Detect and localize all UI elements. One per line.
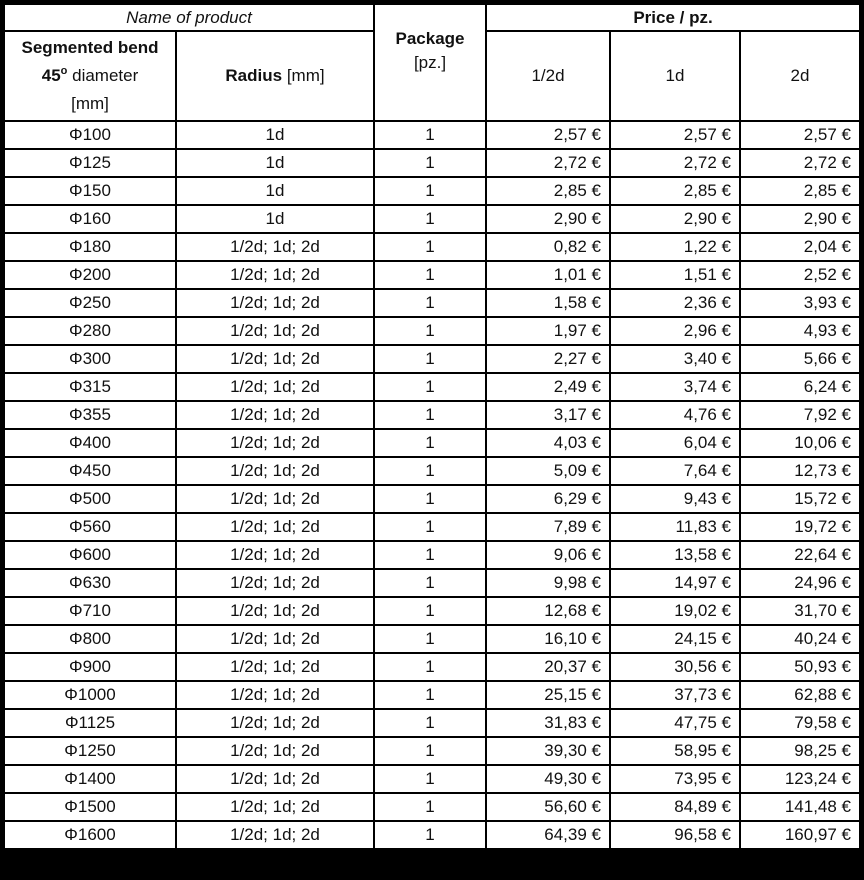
diameter-cell: Φ710 (4, 597, 176, 625)
price-half-d-cell: 2,27 € (486, 345, 610, 373)
radius-cell: 1/2d; 1d; 2d (176, 765, 374, 793)
price-half-d-cell: 20,37 € (486, 653, 610, 681)
price-half-d-cell: 12,68 € (486, 597, 610, 625)
price-2d-cell: 62,88 € (740, 681, 860, 709)
radius-cell: 1/2d; 1d; 2d (176, 709, 374, 737)
header-package-label: Package (395, 28, 465, 48)
degree-symbol: o (60, 65, 68, 77)
table-row (4, 513, 860, 541)
diameter-cell: Φ630 (4, 569, 176, 597)
radius-cell: 1/2d; 1d; 2d (176, 429, 374, 457)
price-half-d-cell: 2,85 € (486, 177, 610, 205)
price-half-d-cell: 1,58 € (486, 289, 610, 317)
diameter-cell: Φ100 (4, 121, 176, 149)
header-price-2d: 2d (740, 31, 860, 121)
price-half-d-cell: 1,97 € (486, 317, 610, 345)
table-row (4, 793, 860, 821)
price-half-d-cell: 0,82 € (486, 233, 610, 261)
table-row (4, 569, 860, 597)
radius-cell: 1/2d; 1d; 2d (176, 485, 374, 513)
header-package-unit: [pz.] (413, 52, 447, 72)
price-1d-cell: 6,04 € (610, 429, 740, 457)
radius-cell: 1/2d; 1d; 2d (176, 345, 374, 373)
package-cell: 1 (374, 373, 486, 401)
radius-cell: 1/2d; 1d; 2d (176, 373, 374, 401)
radius-cell: 1d (176, 149, 374, 177)
price-half-d-cell: 2,72 € (486, 149, 610, 177)
radius-cell: 1/2d; 1d; 2d (176, 821, 374, 849)
diameter-cell: Φ1125 (4, 709, 176, 737)
header-diameter-unit: [mm] (71, 94, 109, 113)
table-row (4, 289, 860, 317)
table-row (4, 429, 860, 457)
price-1d-cell: 14,97 € (610, 569, 740, 597)
table-row (4, 765, 860, 793)
diameter-cell: Φ1600 (4, 821, 176, 849)
header-price-half-d: 1/2d (486, 31, 610, 121)
radius-cell: 1/2d; 1d; 2d (176, 233, 374, 261)
price-1d-cell: 2,85 € (610, 177, 740, 205)
package-cell: 1 (374, 233, 486, 261)
price-2d-cell: 7,92 € (740, 401, 860, 429)
radius-cell: 1/2d; 1d; 2d (176, 569, 374, 597)
radius-cell: 1/2d; 1d; 2d (176, 653, 374, 681)
price-1d-cell: 24,15 € (610, 625, 740, 653)
diameter-cell: Φ180 (4, 233, 176, 261)
table-row (4, 373, 860, 401)
price-half-d-cell: 2,49 € (486, 373, 610, 401)
price-2d-cell: 2,57 € (740, 121, 860, 149)
diameter-cell: Φ400 (4, 429, 176, 457)
table-row (4, 821, 860, 849)
radius-cell: 1d (176, 121, 374, 149)
price-2d-cell: 79,58 € (740, 709, 860, 737)
radius-cell: 1/2d; 1d; 2d (176, 457, 374, 485)
diameter-cell: Φ300 (4, 345, 176, 373)
price-1d-cell: 3,74 € (610, 373, 740, 401)
diameter-cell: Φ150 (4, 177, 176, 205)
package-cell: 1 (374, 765, 486, 793)
price-2d-cell: 123,24 € (740, 765, 860, 793)
price-2d-cell: 2,90 € (740, 205, 860, 233)
header-radius (176, 31, 374, 121)
table-row (4, 485, 860, 513)
price-1d-cell: 2,57 € (610, 121, 740, 149)
radius-cell: 1/2d; 1d; 2d (176, 289, 374, 317)
price-half-d-cell: 49,30 € (486, 765, 610, 793)
price-2d-cell: 4,93 € (740, 317, 860, 345)
diameter-cell: Φ1000 (4, 681, 176, 709)
table-row (4, 737, 860, 765)
radius-cell: 1/2d; 1d; 2d (176, 317, 374, 345)
price-2d-cell: 22,64 € (740, 541, 860, 569)
price-2d-cell: 24,96 € (740, 569, 860, 597)
package-cell: 1 (374, 821, 486, 849)
package-cell: 1 (374, 709, 486, 737)
price-half-d-cell: 6,29 € (486, 485, 610, 513)
price-2d-cell: 141,48 € (740, 793, 860, 821)
package-cell: 1 (374, 681, 486, 709)
package-cell: 1 (374, 205, 486, 233)
price-1d-cell: 2,90 € (610, 205, 740, 233)
price-half-d-cell: 5,09 € (486, 457, 610, 485)
package-cell: 1 (374, 597, 486, 625)
price-1d-cell: 7,64 € (610, 457, 740, 485)
price-2d-cell: 15,72 € (740, 485, 860, 513)
table-row (4, 457, 860, 485)
table-row (4, 653, 860, 681)
price-2d-cell: 2,04 € (740, 233, 860, 261)
table-row (4, 121, 860, 149)
price-1d-cell: 9,43 € (610, 485, 740, 513)
price-1d-cell: 30,56 € (610, 653, 740, 681)
price-half-d-cell: 7,89 € (486, 513, 610, 541)
diameter-cell: Φ280 (4, 317, 176, 345)
price-half-d-cell: 2,90 € (486, 205, 610, 233)
radius-cell: 1/2d; 1d; 2d (176, 681, 374, 709)
price-2d-cell: 3,93 € (740, 289, 860, 317)
price-2d-cell: 2,52 € (740, 261, 860, 289)
price-1d-cell: 96,58 € (610, 821, 740, 849)
price-1d-cell: 11,83 € (610, 513, 740, 541)
table-row (4, 597, 860, 625)
radius-cell: 1/2d; 1d; 2d (176, 401, 374, 429)
price-half-d-cell: 25,15 € (486, 681, 610, 709)
radius-cell: 1/2d; 1d; 2d (176, 737, 374, 765)
diameter-cell: Φ1400 (4, 765, 176, 793)
package-cell: 1 (374, 261, 486, 289)
price-1d-cell: 13,58 € (610, 541, 740, 569)
price-2d-cell: 98,25 € (740, 737, 860, 765)
price-1d-cell: 3,40 € (610, 345, 740, 373)
table-row (4, 317, 860, 345)
price-half-d-cell: 3,17 € (486, 401, 610, 429)
price-half-d-cell: 39,30 € (486, 737, 610, 765)
package-cell: 1 (374, 121, 486, 149)
price-table (3, 3, 861, 850)
price-1d-cell: 2,96 € (610, 317, 740, 345)
package-cell: 1 (374, 345, 486, 373)
price-1d-cell: 4,76 € (610, 401, 740, 429)
header-package (374, 4, 486, 121)
package-cell: 1 (374, 653, 486, 681)
price-1d-cell: 47,75 € (610, 709, 740, 737)
price-2d-cell: 160,97 € (740, 821, 860, 849)
header-price-per-piece: Price / pz. (486, 4, 860, 31)
radius-cell: 1/2d; 1d; 2d (176, 597, 374, 625)
price-half-d-cell: 2,57 € (486, 121, 610, 149)
package-cell: 1 (374, 737, 486, 765)
price-2d-cell: 5,66 € (740, 345, 860, 373)
table-row (4, 205, 860, 233)
table-row (4, 261, 860, 289)
header-radius-unit: [mm] (282, 66, 325, 85)
diameter-cell: Φ355 (4, 401, 176, 429)
table-row (4, 149, 860, 177)
price-half-d-cell: 9,98 € (486, 569, 610, 597)
price-1d-cell: 1,51 € (610, 261, 740, 289)
price-2d-cell: 50,93 € (740, 653, 860, 681)
package-cell: 1 (374, 177, 486, 205)
table-row (4, 233, 860, 261)
price-2d-cell: 2,72 € (740, 149, 860, 177)
radius-cell: 1d (176, 177, 374, 205)
package-cell: 1 (374, 625, 486, 653)
package-cell: 1 (374, 149, 486, 177)
header-radius-label: Radius (225, 66, 283, 85)
price-1d-cell: 73,95 € (610, 765, 740, 793)
package-cell: 1 (374, 401, 486, 429)
diameter-cell: Φ560 (4, 513, 176, 541)
price-half-d-cell: 16,10 € (486, 625, 610, 653)
price-1d-cell: 84,89 € (610, 793, 740, 821)
diameter-cell: Φ900 (4, 653, 176, 681)
price-half-d-cell: 1,01 € (486, 261, 610, 289)
price-2d-cell: 40,24 € (740, 625, 860, 653)
diameter-cell: Φ125 (4, 149, 176, 177)
radius-cell: 1/2d; 1d; 2d (176, 513, 374, 541)
price-2d-cell: 10,06 € (740, 429, 860, 457)
table-row (4, 345, 860, 373)
price-2d-cell: 19,72 € (740, 513, 860, 541)
diameter-cell: Φ160 (4, 205, 176, 233)
price-half-d-cell: 4,03 € (486, 429, 610, 457)
radius-cell: 1/2d; 1d; 2d (176, 541, 374, 569)
package-cell: 1 (374, 541, 486, 569)
package-cell: 1 (374, 457, 486, 485)
table-body (4, 121, 860, 849)
package-cell: 1 (374, 429, 486, 457)
header-price-1d: 1d (610, 31, 740, 121)
header-diameter-word: diameter (67, 66, 139, 85)
table-row (4, 625, 860, 653)
package-cell: 1 (374, 513, 486, 541)
price-1d-cell: 1,22 € (610, 233, 740, 261)
price-2d-cell: 31,70 € (740, 597, 860, 625)
price-2d-cell: 12,73 € (740, 457, 860, 485)
radius-cell: 1/2d; 1d; 2d (176, 625, 374, 653)
table-row (4, 541, 860, 569)
price-half-d-cell: 56,60 € (486, 793, 610, 821)
header-diameter (4, 31, 176, 121)
header-group-row (4, 4, 860, 31)
price-2d-cell: 6,24 € (740, 373, 860, 401)
price-1d-cell: 58,95 € (610, 737, 740, 765)
diameter-cell: Φ1250 (4, 737, 176, 765)
table-row (4, 401, 860, 429)
radius-cell: 1d (176, 205, 374, 233)
price-half-d-cell: 9,06 € (486, 541, 610, 569)
radius-cell: 1/2d; 1d; 2d (176, 793, 374, 821)
header-name-of-product: Name of product (4, 4, 374, 31)
price-half-d-cell: 31,83 € (486, 709, 610, 737)
diameter-cell: Φ250 (4, 289, 176, 317)
diameter-cell: Φ600 (4, 541, 176, 569)
package-cell: 1 (374, 569, 486, 597)
price-1d-cell: 37,73 € (610, 681, 740, 709)
diameter-cell: Φ1500 (4, 793, 176, 821)
package-cell: 1 (374, 289, 486, 317)
price-half-d-cell: 64,39 € (486, 821, 610, 849)
diameter-cell: Φ800 (4, 625, 176, 653)
price-1d-cell: 19,02 € (610, 597, 740, 625)
diameter-cell: Φ315 (4, 373, 176, 401)
table-row (4, 681, 860, 709)
table-row (4, 177, 860, 205)
package-cell: 1 (374, 793, 486, 821)
header-diameter-title: Segmented bend (21, 38, 159, 57)
diameter-cell: Φ450 (4, 457, 176, 485)
package-cell: 1 (374, 485, 486, 513)
package-cell: 1 (374, 317, 486, 345)
table-row (4, 709, 860, 737)
diameter-cell: Φ500 (4, 485, 176, 513)
diameter-cell: Φ200 (4, 261, 176, 289)
price-1d-cell: 2,72 € (610, 149, 740, 177)
radius-cell: 1/2d; 1d; 2d (176, 261, 374, 289)
price-1d-cell: 2,36 € (610, 289, 740, 317)
header-diameter-angle: 45 (41, 66, 61, 85)
price-2d-cell: 2,85 € (740, 177, 860, 205)
